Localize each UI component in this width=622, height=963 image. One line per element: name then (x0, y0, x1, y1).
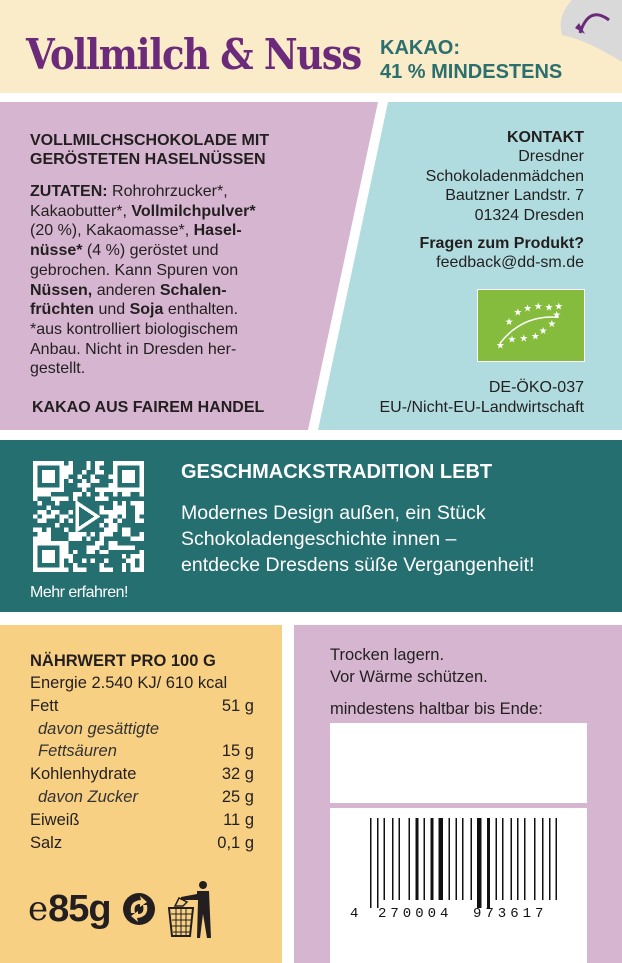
agriculture-origin: EU-/Nicht-EU-Landwirtschaft (379, 398, 584, 416)
promo-heading: GESCHMACKSTRADITION LEBT (181, 461, 493, 483)
barcode-bar (462, 818, 464, 900)
barcode-bar (399, 818, 401, 900)
barcode-bar (534, 818, 536, 900)
nutrient-label: Fett (30, 696, 59, 715)
feedback-email-link[interactable]: feedback@dd-sm.de (436, 254, 584, 271)
ingredient-text: Kakaobutter*, (30, 202, 132, 220)
barcode-bar (384, 818, 386, 900)
svg-text:★: ★ (504, 317, 514, 329)
table-row (30, 740, 254, 763)
barcode-bar (470, 818, 472, 900)
svg-text:★: ★ (513, 307, 523, 319)
cocoa-label: KAKAO: (380, 37, 460, 59)
barcode-bar (415, 818, 418, 900)
ingredient-note: *aus kontrolliert biologischem (30, 320, 239, 338)
ingredient-highlight: nüsse* (30, 242, 83, 260)
table-row (30, 763, 254, 786)
allergen: Soja (129, 301, 164, 319)
nutrient-value: 15 g (221, 742, 254, 761)
description-line: GERÖSTETEN HASELNÜSSEN (30, 151, 266, 168)
allergen: Schalen- (159, 281, 227, 299)
nutrient-value: 11 g (223, 810, 254, 829)
nutrient-label: Salz (30, 833, 63, 852)
address-line: Schokoladenmädchen (425, 167, 584, 185)
ingredient-highlight: Hasel- (193, 222, 242, 240)
barcode-bar (549, 818, 551, 900)
nutrition-heading: NÄHRWERT PRO 100 G (30, 652, 216, 670)
eu-organic-logo-icon (477, 289, 585, 362)
ingredient-text: gebrochen. Kann Spuren von (30, 261, 239, 279)
barcode-digits-left: 270004 (378, 906, 453, 922)
table-row (30, 809, 254, 832)
best-before-field (330, 723, 587, 803)
svg-text:★: ★ (495, 340, 505, 352)
barcode-bar (556, 818, 558, 900)
svg-text:★: ★ (519, 333, 529, 345)
barcode-bar (424, 818, 426, 900)
nutrient-label: Fettsäuren (38, 742, 117, 761)
organic-certification (380, 378, 585, 417)
barcode-bar (477, 818, 482, 908)
ingredient-note: Anbau. Nicht in Dresden her- (30, 340, 237, 358)
address-line: 01324 Dresden (474, 206, 584, 224)
energy-row: Energie 2.540 KJ/ 610 kcal (30, 674, 228, 692)
ingredient-text: Rohrohrzucker*, (107, 183, 228, 200)
table-row (30, 832, 254, 855)
tidyman-bin-icon (167, 880, 213, 938)
fairtrade-note: KAKAO AUS FAIREM HANDEL (32, 399, 265, 416)
qr-label: Mehr erfahren! (30, 584, 128, 601)
barcode-bar (439, 818, 444, 900)
green-dot-recycling-icon (121, 891, 157, 927)
barcode-bar (542, 818, 544, 900)
nutrient-label: davon gesättigte (38, 719, 160, 738)
ingredient-text: (4 %) geröstet und (82, 242, 219, 260)
barcode-bar (517, 818, 519, 900)
svg-text:★: ★ (544, 302, 554, 314)
nutrient-value: 0,1 g (217, 833, 254, 852)
address-line: Bautzner Landstr. 7 (445, 187, 584, 204)
svg-text:★: ★ (554, 301, 564, 313)
ingredient-text: enthalten. (163, 301, 239, 319)
svg-text:★: ★ (538, 325, 548, 337)
ingredient-highlight: Vollmilchpulver* (131, 202, 256, 220)
barcode-bar (449, 818, 451, 900)
barcode (370, 818, 563, 908)
barcode-bar (370, 818, 372, 908)
barcode-bar (430, 818, 433, 900)
ingredient-text: anderen (92, 281, 160, 299)
storage-line: Trocken lagern. (330, 646, 445, 664)
barcode-bar (377, 818, 379, 908)
barcode-bar (524, 818, 526, 900)
ingredients-label: ZUTATEN: (30, 183, 108, 200)
net-weight (28, 880, 213, 938)
table-row (30, 718, 254, 741)
promo-text (181, 500, 534, 578)
play-icon (77, 503, 97, 530)
nutrient-value: 32 g (221, 765, 254, 784)
nutrient-label: davon Zucker (38, 787, 138, 806)
barcode-bar (510, 818, 512, 900)
nutrient-label: Kohlenhydrate (30, 765, 137, 784)
ingredients-list (30, 182, 256, 379)
qr-code-icon[interactable] (33, 461, 144, 572)
nutrient-label: Eiweiß (30, 810, 80, 829)
barcode-bar (495, 818, 497, 900)
barcode-digit-prefix: 4 (350, 906, 363, 922)
storage-instructions (330, 644, 488, 688)
barcode-digits-right: 973617 (473, 906, 548, 922)
product-description (30, 131, 269, 169)
nutrient-value: 25 g (221, 787, 254, 806)
questions-label: Fragen zum Produkt? (419, 235, 584, 252)
estimated-sign: e (28, 889, 49, 929)
contact-heading: KONTAKT (506, 129, 584, 146)
cocoa-percent: 41 % MINDESTENS (380, 61, 563, 83)
promo-line: Schokoladengeschichte innen – (181, 528, 457, 550)
peel-corner-icon[interactable] (527, 0, 622, 75)
barcode-bar (502, 818, 504, 900)
svg-text:★: ★ (507, 334, 517, 346)
contact-info (420, 128, 584, 273)
description-line: VOLLMILCHSCHOKOLADE MIT (30, 132, 270, 149)
address-line: Dresdner (518, 148, 584, 165)
svg-text:★: ★ (547, 318, 557, 330)
nutrition-table (30, 650, 254, 854)
svg-text:★: ★ (531, 331, 540, 343)
table-row (30, 786, 254, 809)
svg-text:★: ★ (523, 303, 532, 315)
ingredient-note: gestellt. (30, 360, 86, 378)
storage-line: Vor Wärme schützen. (330, 668, 488, 686)
ingredient-text: (20 %), Kakaomasse*, (30, 222, 194, 240)
promo-line: entdecke Dresdens süße Vergangenheit! (181, 554, 535, 576)
weight-value: 85g (48, 887, 111, 930)
table-row (30, 695, 254, 718)
best-before-label: mindestens haltbar bis Ende: (330, 700, 543, 718)
barcode-bar (455, 818, 457, 900)
ingredient-text: und (94, 301, 130, 319)
barcode-bar (487, 818, 490, 908)
allergen: Nüssen, (30, 281, 93, 299)
barcode-bar (409, 818, 411, 900)
control-code: DE-ÖKO-037 (488, 379, 584, 396)
barcode-bar (392, 818, 394, 900)
allergen: früchten (30, 301, 94, 319)
svg-text:★: ★ (552, 310, 562, 322)
nutrient-value: 51 g (221, 696, 254, 715)
svg-text:★: ★ (533, 301, 543, 313)
promo-line: Modernes Design außen, ein Stück (181, 502, 486, 524)
product-name: Vollmilch & Nuss (26, 30, 361, 79)
